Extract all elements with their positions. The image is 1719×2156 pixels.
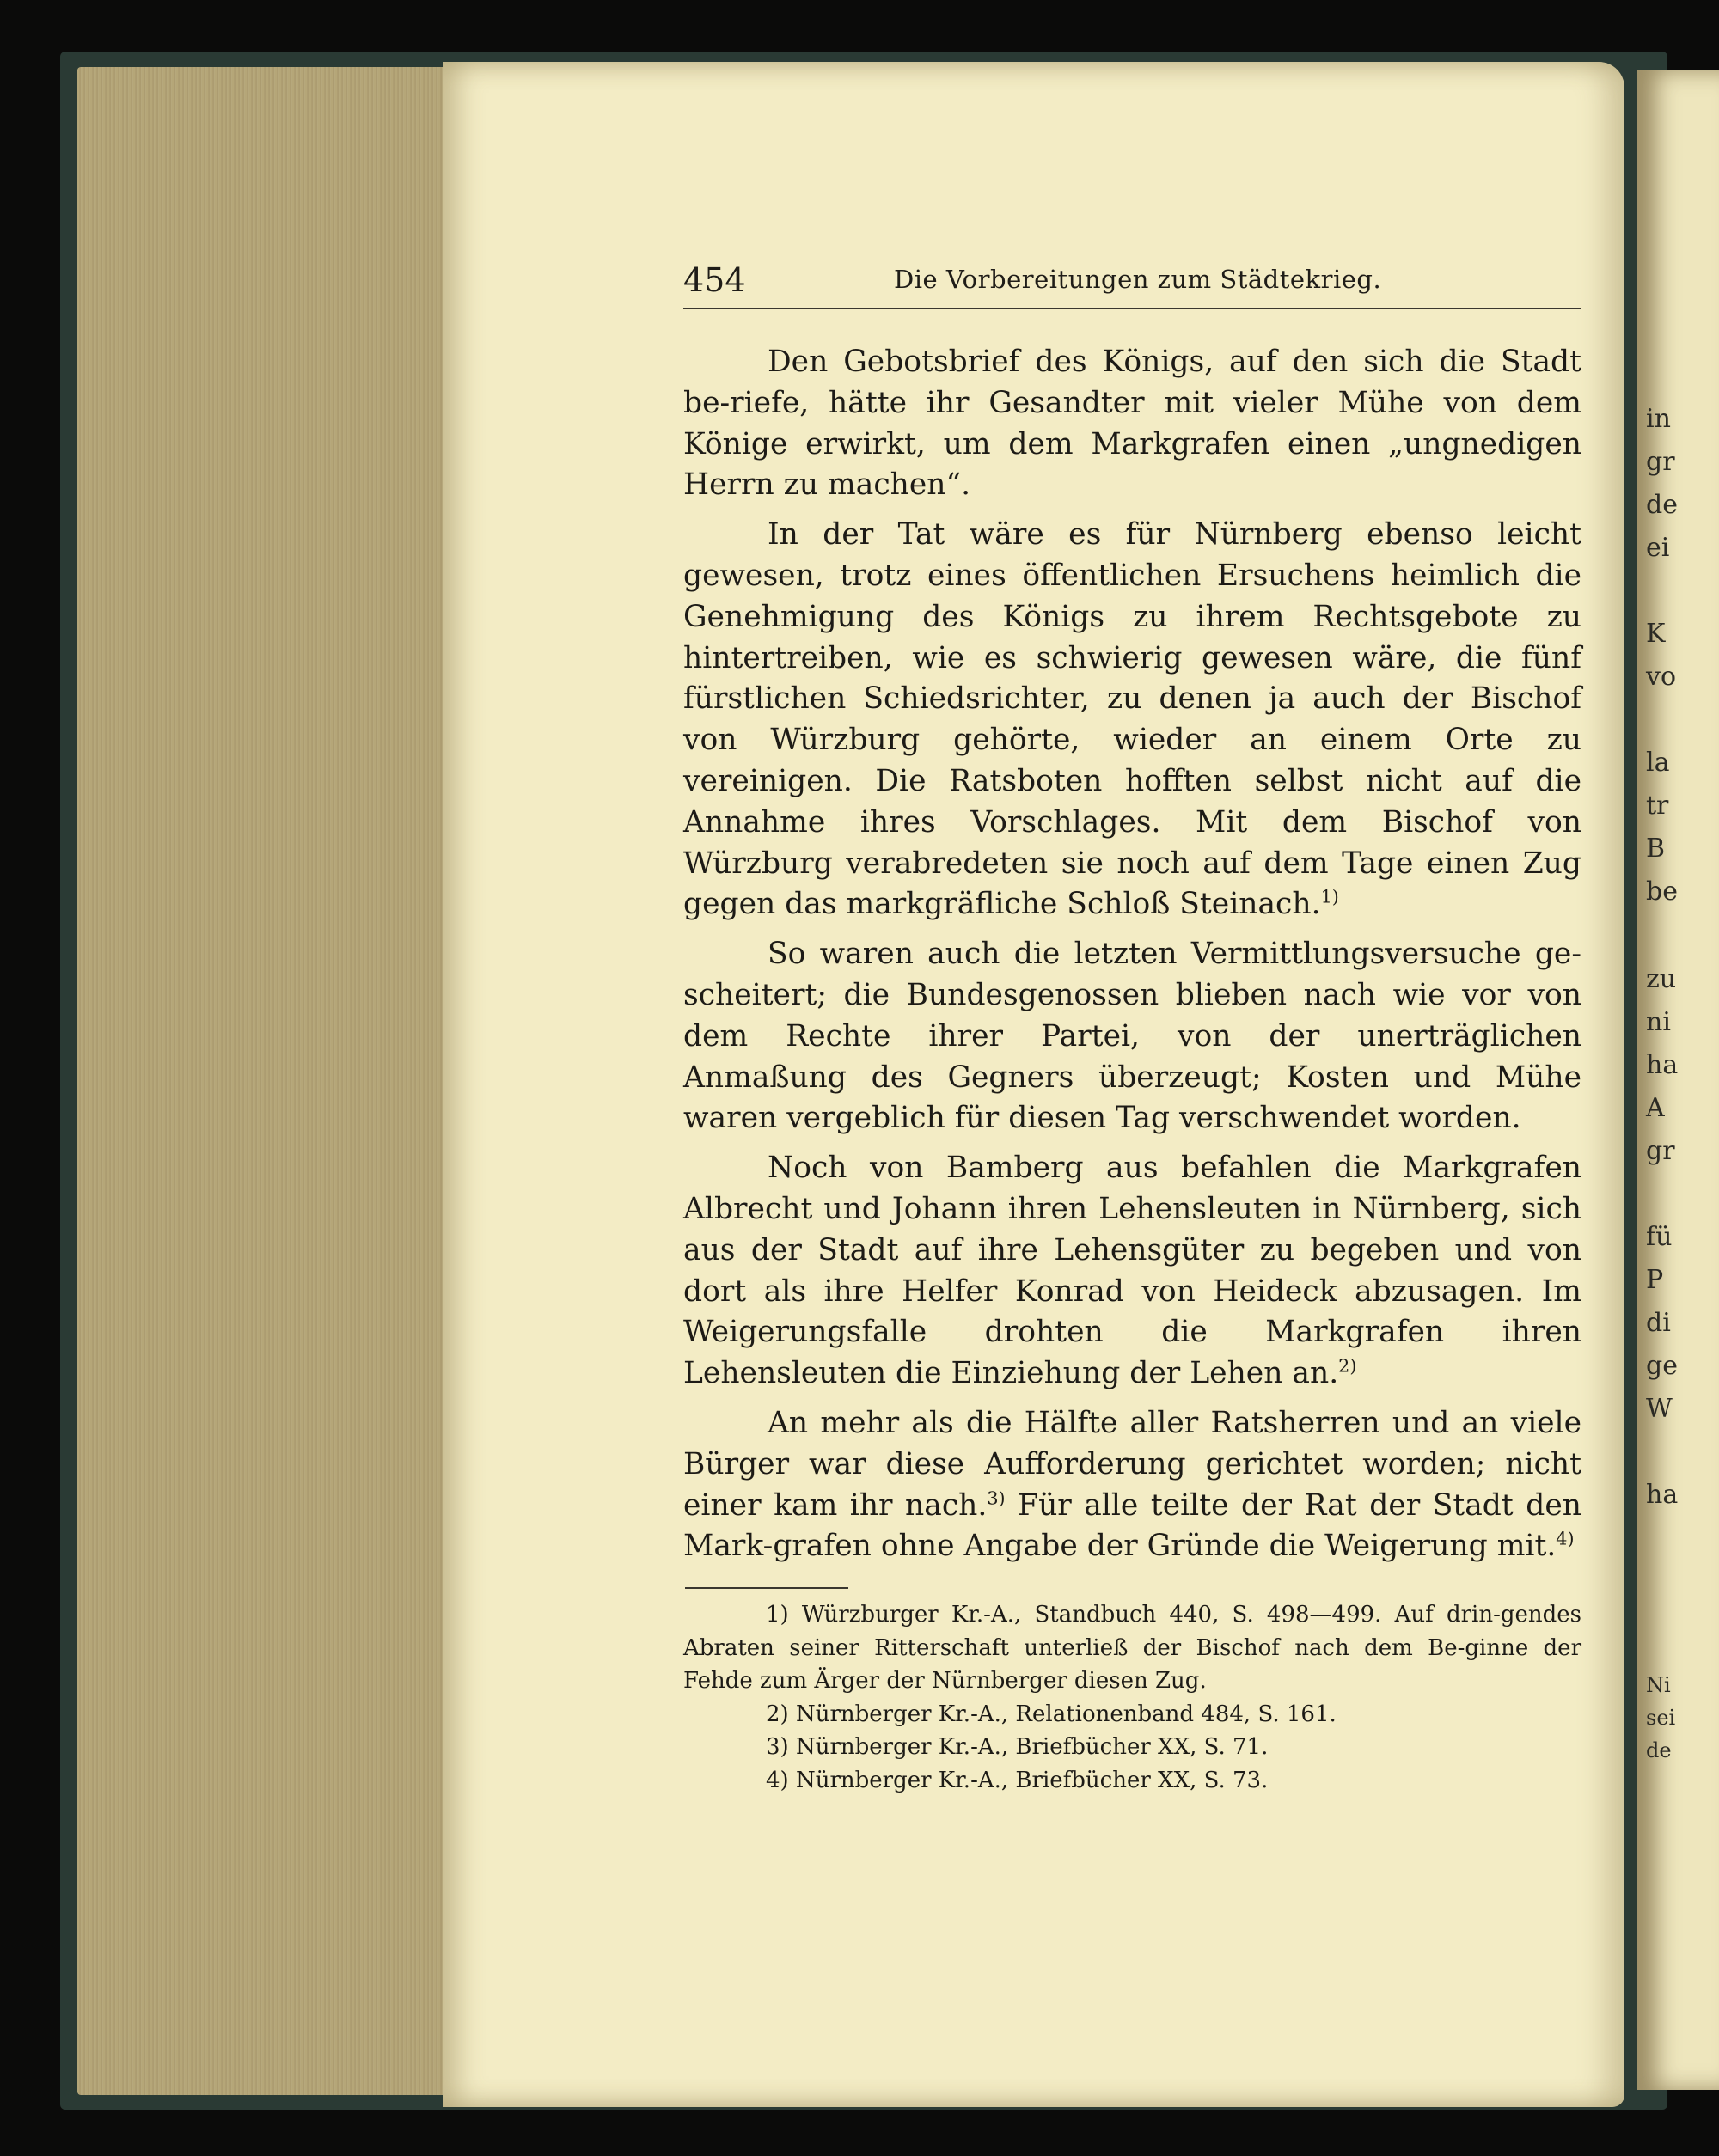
facing-page-fragment: W bbox=[1646, 1394, 1673, 1424]
facing-page-fragment: B bbox=[1646, 834, 1666, 864]
facing-page-fragment: ni bbox=[1646, 1007, 1671, 1037]
footnote-text: Nürnberger Kr.-A., Briefbücher XX, S. 71. bbox=[795, 1734, 1269, 1760]
footnotes bbox=[683, 1598, 1581, 1797]
note-ref: 2) bbox=[1338, 1355, 1357, 1377]
paragraph-text: Noch von Bamberg aus befahlen die Markgrafen Albrecht und Johann ihren Lehensleuten in Nürnberg, sich aus der Stadt auf ihre Lehensgüter zu begeben und von dort als ihre Helfer Konrad von Heideck abzusagen. Im Weigerungsfalle drohten die Markgrafen ihren Lehensleuten die Einziehung der Lehen an. bbox=[683, 1151, 1581, 1391]
facing-page-fragment: zu bbox=[1646, 964, 1677, 994]
footnote bbox=[683, 1598, 1581, 1698]
footnote-marker: 1) bbox=[766, 1602, 789, 1628]
facing-page-fragment: gr bbox=[1646, 1136, 1675, 1166]
facing-page-fragment: gr bbox=[1646, 447, 1675, 477]
facing-page-fragment: A bbox=[1646, 1093, 1665, 1123]
page-edges bbox=[77, 67, 456, 2095]
facing-page-fragment: de bbox=[1646, 1738, 1672, 1762]
paragraph-text: So waren auch die letzten Vermittlungsversuche ge-scheitert; die Bundesgenossen blieben nach wie vor von dem Rechte ihrer Partei, von der unerträglichen Anmaßung des Gegners überzeugt; Kosten und Mühe waren vergeblich für diesen Tag verschwendet worden. bbox=[683, 937, 1581, 1136]
facing-page-fragment: Ni bbox=[1646, 1673, 1671, 1697]
footnote-text: Nürnberger Kr.-A., Relationenband 484, S. 161. bbox=[795, 1701, 1337, 1727]
facing-page-fragment: fü bbox=[1646, 1222, 1673, 1252]
note-ref: 4) bbox=[1556, 1528, 1575, 1549]
paragraph bbox=[683, 1403, 1581, 1567]
running-head bbox=[683, 258, 1581, 309]
facing-page-fragment: vo bbox=[1646, 662, 1677, 692]
paragraph bbox=[683, 1148, 1581, 1395]
page-number: 454 bbox=[683, 261, 746, 299]
footnote-marker: 2) bbox=[766, 1701, 789, 1727]
facing-page-fragment: de bbox=[1646, 490, 1678, 520]
facing-page-fragment: ei bbox=[1646, 533, 1670, 563]
paragraph-text: An mehr als die Hälfte aller Ratsherren und an viele Bürger war diese Aufforderung gerichtet worden; nicht einer kam ihr nach. bbox=[683, 1405, 1581, 1523]
running-title: Die Vorbereitungen zum Städtekrieg. bbox=[894, 265, 1382, 294]
paragraph bbox=[683, 515, 1581, 925]
facing-page-fragment: ha bbox=[1646, 1480, 1679, 1510]
footnote bbox=[683, 1764, 1581, 1798]
facing-page-fragment: be bbox=[1646, 876, 1678, 907]
note-ref: 3) bbox=[987, 1487, 1006, 1509]
footnote-text: Nürnberger Kr.-A., Briefbücher XX, S. 73. bbox=[795, 1767, 1269, 1793]
facing-page-fragment: sei bbox=[1646, 1706, 1676, 1730]
facing-page-fragment: in bbox=[1646, 404, 1671, 434]
facing-page-fragment: la bbox=[1646, 748, 1670, 778]
footnote bbox=[683, 1731, 1581, 1764]
facing-page-fragment: P bbox=[1646, 1265, 1664, 1295]
paragraph-text: Für alle teilte der Rat der Stadt den Mark-grafen ohne Angabe der Gründe die Weigerung mit. bbox=[683, 1487, 1581, 1564]
body-text bbox=[683, 342, 1581, 1576]
facing-page-fragment: ha bbox=[1646, 1050, 1679, 1080]
footnote-marker: 3) bbox=[766, 1734, 789, 1760]
facing-page-fragment: K bbox=[1646, 619, 1666, 649]
facing-page-fragment: ge bbox=[1646, 1351, 1678, 1381]
paragraph bbox=[683, 342, 1581, 506]
facing-page bbox=[1637, 70, 1719, 2090]
footnote bbox=[683, 1698, 1581, 1732]
note-ref: 1) bbox=[1320, 886, 1339, 907]
facing-page-fragment: tr bbox=[1646, 791, 1669, 821]
footnote-rule bbox=[685, 1587, 848, 1589]
footnote-text: Würzburger Kr.-A., Standbuch 440, S. 498—499. Auf drin-gendes Abraten seiner Ritterschaft unterließ der Bischof nach dem Be-ginne der Fehde zum Ärger der Nürnberger diesen Zug. bbox=[683, 1602, 1582, 1694]
paragraph-text: Den Gebotsbrief des Königs, auf den sich die Stadt be-riefe, hätte ihr Gesandter mit vieler Mühe von dem Könige erwirkt, um dem Markgrafen einen „ungnedigen Herrn zu machen“. bbox=[683, 345, 1581, 503]
footnote-marker: 4) bbox=[766, 1767, 789, 1793]
facing-page-fragment: di bbox=[1646, 1308, 1671, 1338]
paragraph bbox=[683, 934, 1581, 1139]
paragraph-text: In der Tat wäre es für Nürnberg ebenso leicht gewesen, trotz eines öffentlichen Ersuchens heimlich die Genehmigung des Königs zu ihrem Rechtsgebote zu hintertreiben, wie es schwierig gewesen wäre, die fünf fürstlichen Schiedsrichter, zu denen ja auch der Bischof von Würzburg gehörte, wieder an einem Orte zu vereinigen. Die Ratsboten hofften selbst nicht auf die Annahme ihres Vorschlages. Mit dem Bischof von Würzburg verabredeten sie noch auf dem Tage einen Zug gegen das markgräfliche Schloß Steinach. bbox=[683, 517, 1581, 922]
